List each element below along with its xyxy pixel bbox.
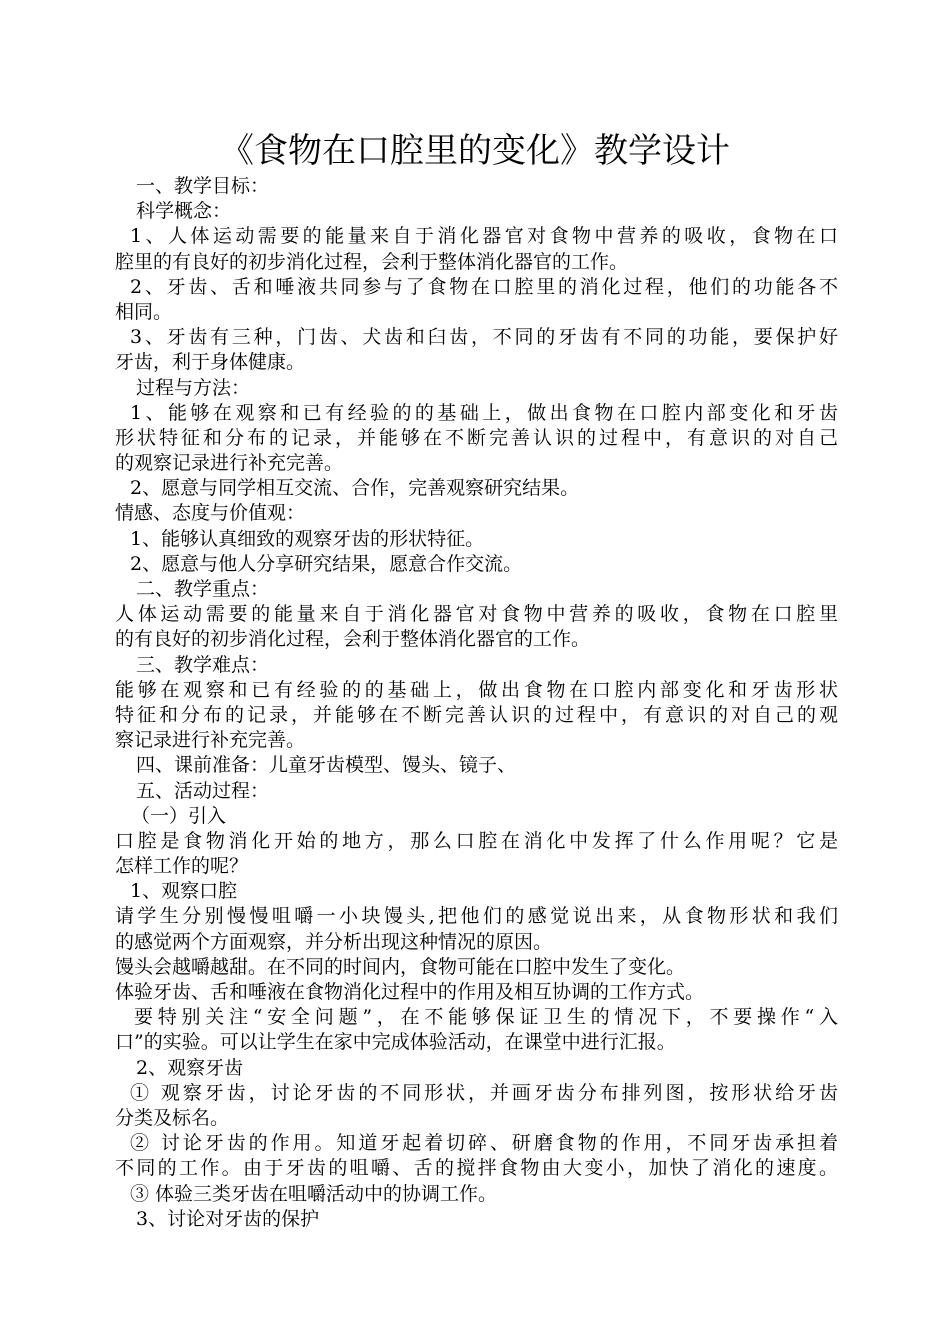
subheading-process-methods: 过程与方法： [136,376,251,399]
paragraph-line: 形状特征和分布的记录，并能够在不断完善认识的过程中，有意识的对自己 [115,426,838,449]
subheading-observe-mouth: 1、观察口腔 [130,880,238,903]
paragraph-line: 腔里的有良好的初步消化过程，会利于整体消化器官的工作。 [115,250,629,273]
list-item-line: ③ 体验三类牙齿在咀嚼活动中的协调工作。 [130,1182,498,1205]
paragraph-line: 的观察记录进行补充完善。 [115,452,344,475]
document-title: 《食物在口腔里的变化》教学设计 [220,131,730,171]
paragraph-line: 体验牙齿、舌和唾液在食物消化过程中的作用及相互协调的工作方式。 [115,981,705,1003]
subheading-teeth-protection: 3、讨论对牙齿的保护 [136,1207,320,1230]
section-heading-key-points: 二、教学重点： [136,578,270,600]
subheading-introduction: （一）引入 [131,804,227,827]
list-item-line: ② 讨论牙齿的作用。知道牙起着切碎、研磨食物的作用，不同牙齿承担着 [130,1132,838,1155]
paragraph-line: 的有良好的初步消化过程，会利于整体消化器官的工作。 [115,628,591,651]
subheading-observe-teeth: 2、观察牙齿 [136,1056,244,1079]
paragraph-line: 口腔是食物消化开始的地方，那么口腔在消化中发挥了什么作用呢？它是 [115,829,838,852]
paragraph-line: 口”的实验。可以让学生在家中完成体验活动，在课堂中进行汇报。 [115,1031,676,1054]
paragraph-line: 3、牙齿有三种，门齿、犬齿和臼齿，不同的牙齿有不同的功能，要保护好 [130,326,838,349]
paragraph-line: 1、能够认真细致的观察牙齿的形状特征。 [130,527,485,550]
section-heading-activity-process: 五、活动过程： [136,779,270,802]
paragraph-line: 不同的工作。由于牙齿的咀嚼、舌的搅拌食物由大变小，加快了消化的速度。 [115,1157,838,1180]
paragraph-line: 分类及标名。 [115,1106,230,1129]
paragraph-line: 1、人体运动需要的能量来自于消化器官对食物中营养的吸收，食物在口 [130,225,838,248]
paragraph-line: 的感觉两个方面观察，并分析出现这种情况的原因。 [115,930,553,953]
paragraph-line: 馒头会越嚼越甜。在不同的时间内，食物可能在口腔中发生了变化。 [115,955,686,978]
paragraph-line: 2、牙齿、舌和唾液共同参与了食物在口腔里的消化过程，他们的功能各不 [130,275,838,298]
paragraph-line: 2、愿意与他人分享研究结果，愿意合作交流。 [130,552,523,575]
paragraph-line: 人体运动需要的能量来自于消化器官对食物中营养的吸收，食物在口腔里 [115,603,838,626]
paragraph-line: 1、能够在观察和已有经验的的基础上，做出食物在口腔内部变化和牙齿 [130,401,838,424]
paragraph-line: 要特别关注“安全问题”，在不能够保证卫生的情况下，不要操作“入 [134,1006,838,1029]
paragraph-line: 牙齿，利于身体健康。 [115,351,306,374]
document-body [115,174,838,1232]
paragraph-line: 怎样工作的呢？ [115,855,249,878]
section-heading-preparation: 四、课前准备：儿童牙齿模型、馒头、镜子、 [136,754,517,777]
paragraph-line: 特征和分布的记录，并能够在不断完善认识的过程中，有意识的对自己的观 [115,703,838,726]
list-item-line: ① 观察牙齿，讨论牙齿的不同形状，并画牙齿分布排列图，按形状给牙齿 [130,1081,838,1104]
subheading-science-concepts: 科学概念： [136,200,232,223]
paragraph-line: 能够在观察和已有经验的的基础上，做出食物在口腔内部变化和牙齿形状 [115,678,838,701]
section-heading-objectives: 一、教学目标： [136,175,270,197]
paragraph-line: 请学生分别慢慢咀嚼一小块馒头,把他们的感觉说出来，从食物形状和我们 [115,905,838,928]
paragraph-line: 相同。 [115,300,173,323]
section-heading-difficulties: 三、教学难点： [136,653,270,676]
subheading-attitudes-values: 情感、态度与价值观： [115,502,306,525]
paragraph-line: 2、愿意与同学相互交流、合作，完善观察研究结果。 [130,477,580,500]
paragraph-line: 察记录进行补充完善。 [115,729,306,752]
